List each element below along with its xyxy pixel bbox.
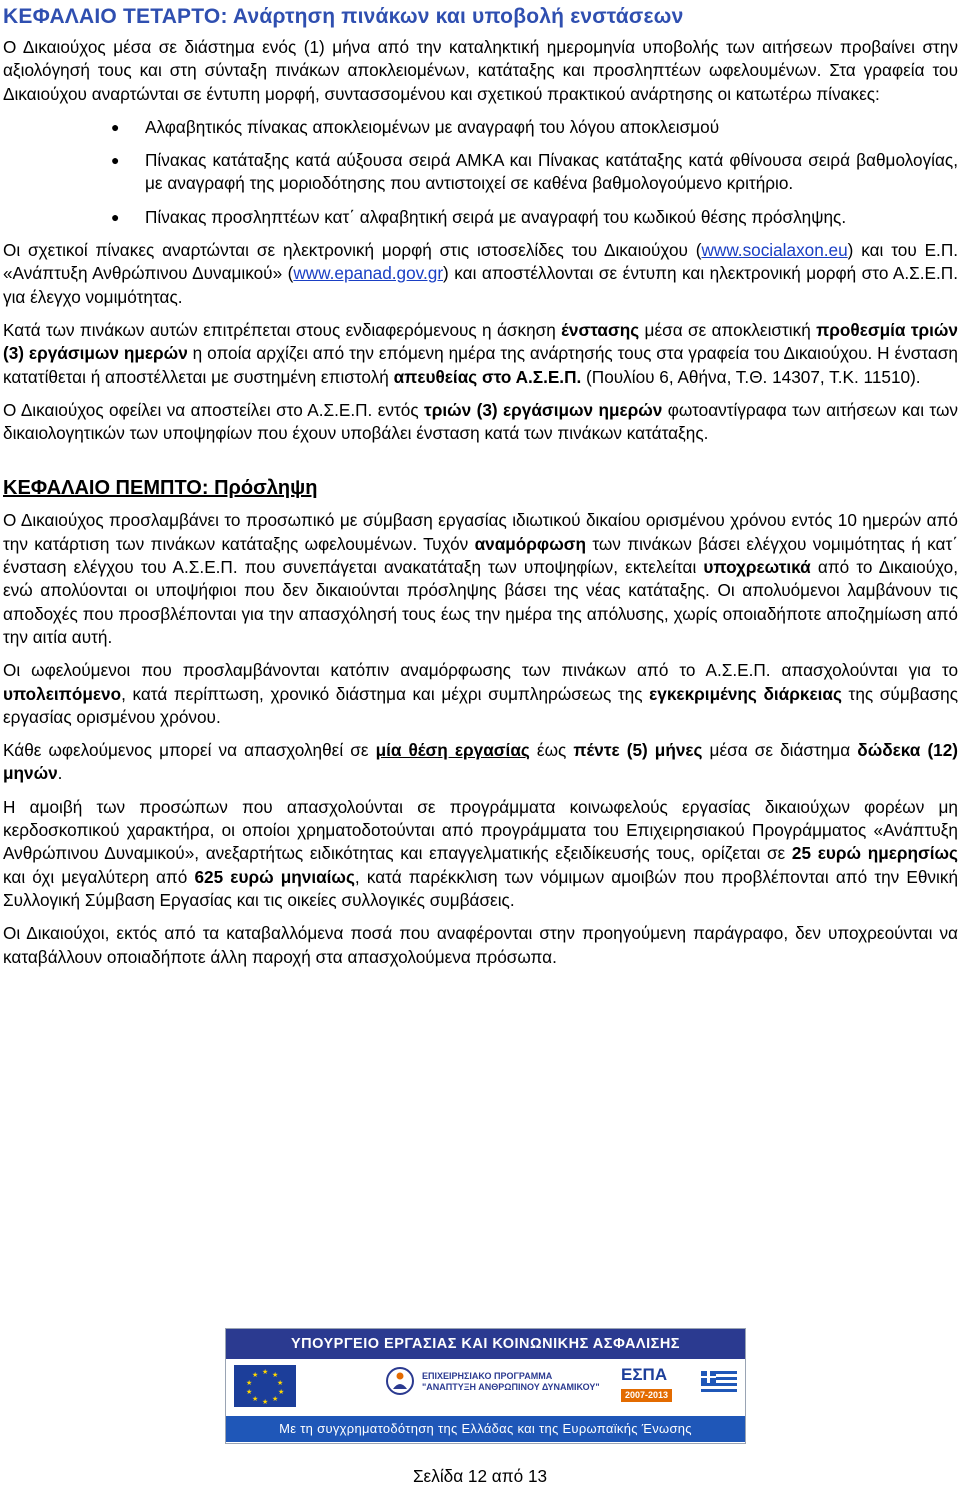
logos-row xyxy=(226,1359,745,1416)
document-page xyxy=(3,4,958,979)
chapter-4-paragraph-1: Ο Δικαιούχος μέσα σε διάστημα ενός (1) μήνα από την καταληκτική ημερομηνία υποβολής των αιτήσεων προβαίνει στην αξιολόγησή τους και στη σύνταξη πινάκων αποκλειομένων, κατάταξης και προσληπτέων ωφελουμένων. Στα γραφεία του Δικαιούχου αναρτώνται σε έντυπη μορφή, συντασσομένου και σχετικού πρακτικού ανάρτησης οι κατωτέρω πίνακες: xyxy=(3,37,958,104)
tables-list xyxy=(3,116,958,229)
ministry-bar: ΥΠΟΥΡΓΕΙΟ ΕΡΓΑΣΙΑΣ ΚΑΙ ΚΟΙΝΩΝΙΚΗΣ ΑΣΦΑΛΙΣΗΣ xyxy=(226,1329,745,1359)
chapter-5-paragraph-5: Οι Δικαιούχοι, εκτός από τα καταβαλλόμενα ποσά που αναφέρονται στην προηγούμενη παράγραφο, δεν υποχρεούνται να καταβάλλουν οποιαδήποτε άλλη παροχή στα απασχολούμενα πρόσωπα. xyxy=(3,923,958,967)
epanad-link[interactable]: www.epanad.gov.gr xyxy=(293,263,444,284)
espa-logo-icon: ΕΣΠΑ 2007-2013 xyxy=(621,1365,689,1409)
chapter-5-paragraph-3: Κάθε ωφελούμενος μπορεί να απασχοληθεί σε μία θέση εργασίας έως πέντε (5) μήνες μέσα σε διάστημα δώδεκα (12) μηνών. xyxy=(3,740,959,784)
chapter-5-paragraph-2: Οι ωφελούμενοι που προσλαμβάνονται κατόπιν αναμόρφωσης των πινάκων από το Α.Σ.Ε.Π. απασχολούνται για το υπολειπόμενο, κατά περίπτωση, χρονικό διάστημα και μέχρι συμπληρώσεως της εγκεκριμένης διάρκειας της σύμβασης εργασίας ορισμένου χρόνου. xyxy=(3,660,958,727)
chapter-4-title: ΚΕΦΑΛΑΙΟ ΤΕΤΑΡΤΟ: Ανάρτηση πινάκων και υποβολή ενστάσεων xyxy=(3,5,684,28)
list-item: ● Αλφαβητικός πίνακας αποκλειομένων με αναγραφή του λόγου αποκλεισμού xyxy=(3,116,958,139)
cofunding-bar: Με τη συγχρηματοδότηση της Ελλάδας και της Ευρωπαϊκής Ένωσης xyxy=(226,1416,745,1442)
chapter-4-paragraph-3: Κατά των πινάκων αυτών επιτρέπεται στους ενδιαφερόμενους η άσκηση ένστασης μέσα σε αποκλειστική προθεσμία τριών (3) εργάσιμων ημερών η οποία αρχίζει από την επόμενη ημέρα της ανάρτησής τους στα γραφεία του Δικαιούχου. Η ένσταση κατατίθεται ή αποστέλλεται με συστημένη επιστολή απευθείας στο Α.Σ.Ε.Π. (Πουλίου 6, Αθήνα, Τ.Θ. 14307, Τ.Κ. 11510). xyxy=(3,319,958,387)
bullet-icon: ● xyxy=(111,118,120,135)
list-item: ● Πίνακας προσληπτέων κατ΄ αλφαβητική σειρά με αναγραφή του κωδικού θέσης πρόσληψης. xyxy=(3,206,958,229)
greek-flag-icon xyxy=(701,1371,737,1395)
chapter-5-title: ΚΕΦΑΛΑΙΟ ΠΕΜΠΤΟ: Πρόσληψη xyxy=(3,477,318,500)
programme-name: ΕΠΙΧΕΙΡΗΣΙΑΚΟ ΠΡΟΓΡΑΜΜΑ "ΑΝΑΠΤΥΞΗ ΑΝΘΡΩΠΙΝΟΥ ΔΥΝΑΜΙΚΟΥ" xyxy=(422,1371,600,1392)
chapter-5-paragraph-4: Η αμοιβή των προσώπων που απασχολούνται σε προγράμματα κοινωφελούς εργασίας δικαιούχων φορέων μη κερδοσκοπικού χαρακτήρα, οι οποίοι χρηματοδοτούνται από προγράμματα του Επιχειρησιακού Προγράμματος «Ανάπτυξη Ανθρώπινου Δυναμικού», ανεξαρτήτως ειδικότητας και επαγγελματικής εξειδίκευσής τους, ορίζεται σε 25 ευρώ ημερησίως και όχι μεγαλύτερη από 625 ευρώ μηνιαίως, κατά παρέκκλιση των νόμιμων αμοιβών που προβλέπονται από την Εθνική Συλλογική Σύμβαση Εργασίας και τις οικείες συλλογικές συμβάσεις. xyxy=(3,796,959,910)
list-item: ● Πίνακας κατάταξης κατά αύξουσα σειρά ΑΜΚΑ και Πίνακας κατάταξης κατά φθίνουσα σειρά βαθμολογίας, με αναγραφή της μοριοδότησης που αντιστοιχεί σε καθένα βαθμολογούμενο κριτήριο. xyxy=(111,150,958,194)
socialaxon-link[interactable]: www.socialaxon.eu xyxy=(701,240,848,261)
chapter-5-paragraph-1: Ο Δικαιούχος προσλαμβάνει το προσωπικό με σύμβαση εργασίας ιδιωτικού δικαίου ορισμένου χρόνου εντός 10 ημερών από την κατάρτιση των πινάκων κατάταξης ωφελουμένων. Τυχόν αναμόρφωση των πινάκων βάσει ελέγχου νομιμότητας ή κατ΄ ένσταση ελέγχου του Α.Σ.Ε.Π. που συνεπάγεται ανακατάταξη των υποψηφίων, εκτελείται υποχρεωτικά από το Δικαιούχο, ενώ απολύονται οι υποψήφιοι που δεν δικαιούνται πρόσληψης βάσει της νέας κατάταξης. Οι απολυόμενοι λαμβάνουν τις αποδοχές που προσβλέπονται για την απασχόλησή τους έως την ημέρα της απόλυσης, χωρίς οποιαδήποτε αποζημίωση από την αιτία αυτή. xyxy=(3,510,958,647)
chapter-4-paragraph-2: Οι σχετικοί πίνακες αναρτώνται σε ηλεκτρονική μορφή στις ιστοσελίδες του Δικαιούχου (www.socialaxon.eu) και του Ε.Π. «Ανάπτυξη Ανθρώπινου Δυναμικού» (www.epanad.gov.gr) και αποστέλλονται σε έντυπη και ηλεκτρονική μορφή στο Α.Σ.Ε.Π. για έλεγχο νομιμότητας. xyxy=(3,240,959,307)
eu-flag-icon: ★ ★ ★ ★ ★ ★ ★ ★ ★ ★ xyxy=(234,1365,296,1407)
funding-banner xyxy=(225,1328,746,1444)
programme-logo-icon xyxy=(386,1367,414,1395)
bullet-icon: ● xyxy=(111,152,120,169)
bullet-icon: ● xyxy=(111,208,120,225)
page-number: Σελίδα 12 από 13 xyxy=(412,1466,548,1486)
chapter-4-paragraph-4: Ο Δικαιούχος οφείλει να αποστείλει στο Α.Σ.Ε.Π. εντός τριών (3) εργάσιμων ημερών φωτοαντίγραφα των αιτήσεων και των δικαιολογητικών των υποψηφίων που έχουν υποβάλει ένσταση κατά των πινάκων κατάταξης. xyxy=(3,399,958,444)
